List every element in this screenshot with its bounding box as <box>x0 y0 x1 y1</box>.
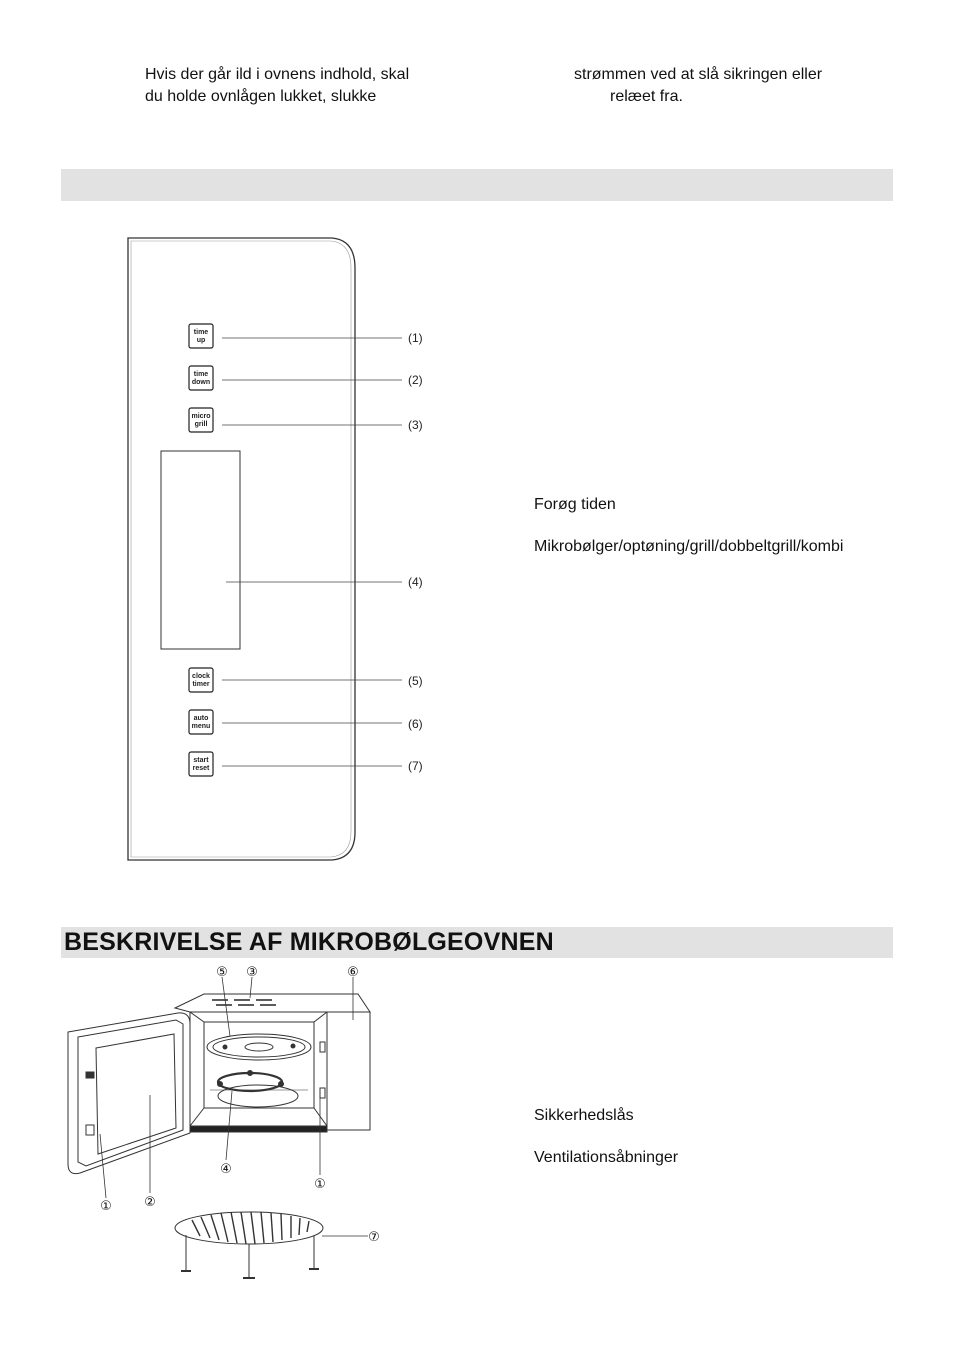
callout-1: (1) <box>408 331 423 345</box>
marker-5: ⑤ <box>216 965 228 980</box>
intro-line-4: relæet fra. <box>610 88 683 105</box>
button-auto-menu-line1: auto <box>193 715 209 722</box>
marker-6: ⑥ <box>347 965 359 980</box>
marker-3: ③ <box>246 965 258 980</box>
button-micro-grill-line1: micro <box>191 413 211 420</box>
callout-3: (3) <box>408 418 423 432</box>
button-clock-timer-line2: timer <box>192 681 210 688</box>
button-start-reset-line2: reset <box>192 765 210 772</box>
intro-line-3: strømmen ved at slå sikringen eller <box>574 66 823 83</box>
marker-4: ④ <box>220 1162 232 1177</box>
desc-safety-lock: Sikkerhedslås <box>534 1107 634 1124</box>
callout-2: (2) <box>408 373 423 387</box>
section-heading: BESKRIVELSE AF MIKROBØLGEOVNEN <box>64 928 554 956</box>
callout-5: (5) <box>408 674 423 688</box>
desc-vents: Ventilationsåbninger <box>534 1149 679 1166</box>
marker-7: ⑦ <box>368 1230 380 1245</box>
button-time-up-line2: up <box>196 337 206 344</box>
marker-2: ② <box>144 1195 156 1210</box>
marker-1-left: ① <box>100 1199 112 1214</box>
intro-line-1: Hvis der går ild i ovnens indhold, skal <box>145 66 410 83</box>
button-time-down-line2: down <box>191 379 211 386</box>
button-clock-timer-line1: clock <box>192 673 210 680</box>
desc-modes: Mikrobølger/optøning/grill/dobbeltgrill/kombi <box>534 538 844 555</box>
button-auto-menu-line2: menu <box>191 723 211 730</box>
intro-line-2: du holde ovnlågen lukket, slukke <box>145 88 377 105</box>
button-micro-grill-line2: grill <box>194 421 208 428</box>
button-time-up-line1: time <box>193 329 209 336</box>
button-start-reset-line1: start <box>193 757 209 764</box>
callout-4: (4) <box>408 575 423 589</box>
desc-increase-time: Forøg tiden <box>534 496 616 513</box>
callout-7: (7) <box>408 759 423 773</box>
button-time-down-line1: time <box>193 371 209 378</box>
callout-6: (6) <box>408 717 423 731</box>
marker-1-right: ① <box>314 1177 326 1192</box>
